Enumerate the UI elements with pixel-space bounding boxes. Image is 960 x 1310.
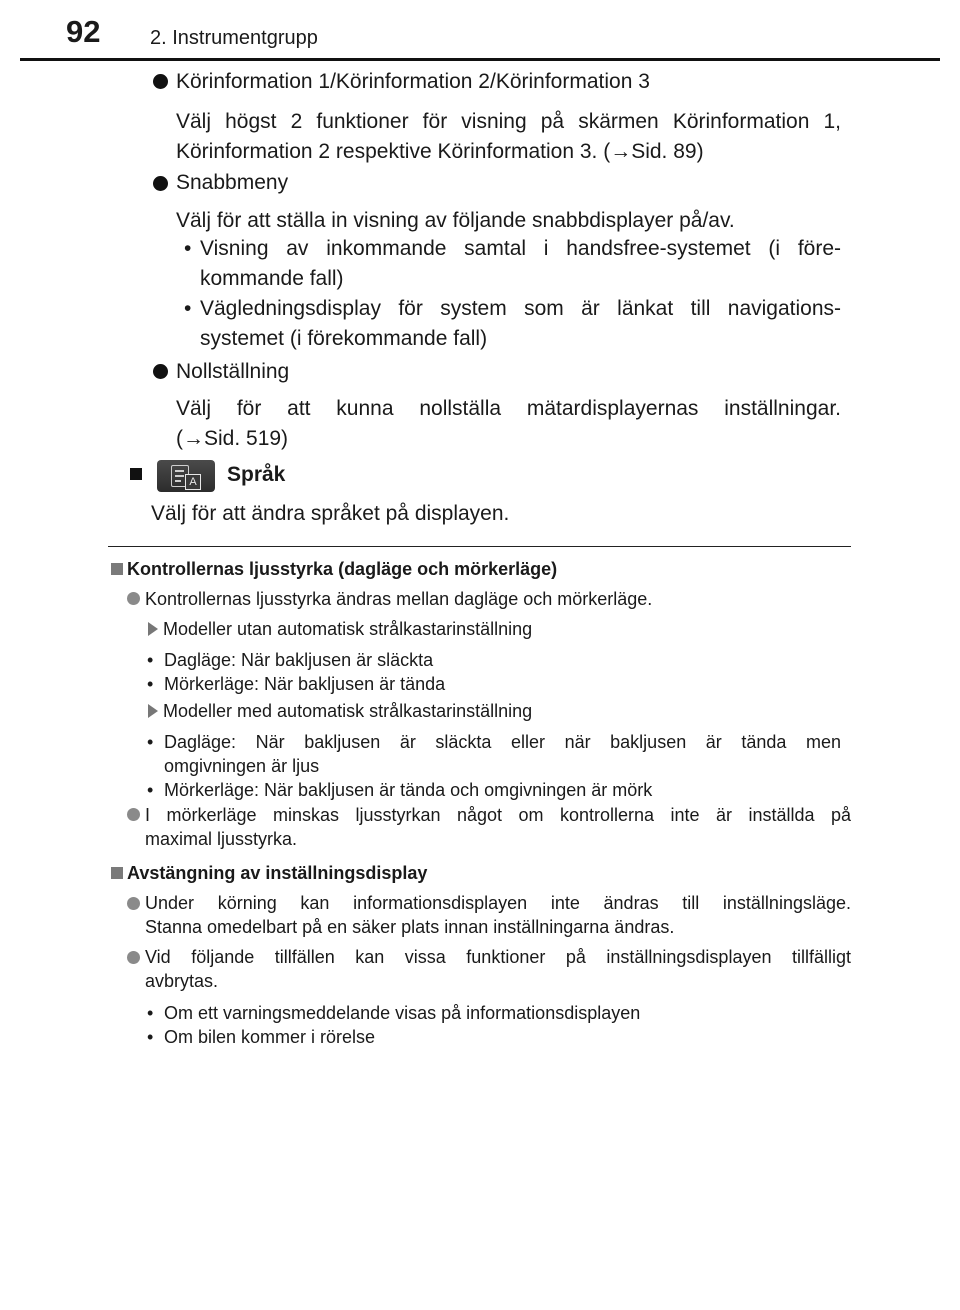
list-item: Dagläge: När bakljusen är släckta [164, 650, 434, 670]
item-title-snabbmeny: Snabbmeny [176, 171, 289, 194]
list-item: Om bilen kommer i rörelse [164, 1027, 376, 1047]
note-paragraph-line: I mörkerläge minskas ljusstyrkan något om kontrollerna inte är inställda på [145, 805, 851, 825]
list-bullet: • [147, 1027, 154, 1047]
list-item-line: kommande fall) [200, 267, 344, 290]
section-divider [108, 546, 851, 547]
bullet-dot-icon [153, 74, 168, 89]
list-item-line: systemet (i förekommande fall) [200, 327, 488, 350]
item-body-line: (→Sid. 519) [176, 427, 289, 450]
header-rule [20, 58, 940, 61]
list-bullet: • [147, 650, 154, 670]
bullet-dot-icon [127, 897, 140, 910]
list-bullet: • [184, 297, 192, 320]
bullet-dot-icon [127, 592, 140, 605]
list-bullet: • [147, 780, 154, 800]
list-bullet: • [184, 237, 192, 260]
item-title-korinformation: Körinformation 1/Körinformation 2/Körinformation 3 [176, 70, 650, 93]
item-body-line: Välj högst 2 funktioner för visning på skärmen Körinformation 1, [176, 110, 841, 133]
list-item-line: omgivningen är ljus [164, 756, 320, 776]
list-item: Om ett varningsmeddelande visas på informationsdisplayen [164, 1003, 641, 1023]
item-title-nollstallning: Nollställning [176, 360, 290, 383]
note-paragraph-line: Under körning kan informationsdisplayen inte ändras till inställningsläge. [145, 893, 851, 913]
square-bullet-icon [130, 468, 142, 480]
note-paragraph-line: maximal ljusstyrka. [145, 829, 298, 849]
bullet-dot-icon [153, 176, 168, 191]
note-heading: Avstängning av inställningsdisplay [127, 863, 428, 883]
bullet-dot-icon [127, 951, 140, 964]
list-item: Mörkerläge: När bakljusen är tända [164, 674, 446, 694]
list-bullet: • [147, 732, 154, 752]
item-body-line: Körinformation 2 respektive Körinformation 3. (→Sid. 89) [176, 140, 704, 163]
bullet-dot-icon [153, 364, 168, 379]
page-number: 92 [66, 14, 101, 49]
item-body-line: Välj för att kunna nollställa mätardisplayernas inställningar. [176, 397, 841, 420]
list-item-line: Vägledningsdisplay för system som är länkat till navigations- [200, 297, 841, 320]
chapter-title: 2. Instrumentgrupp [150, 27, 318, 49]
list-item-line: Visning av inkommande samtal i handsfree-systemet (i före- [200, 237, 841, 260]
triangle-marker-icon [148, 622, 158, 636]
list-item-line: Dagläge: När bakljusen är släckta eller när bakljusen är tända men [164, 732, 841, 752]
triangle-marker-icon [148, 704, 158, 718]
list-bullet: • [147, 674, 154, 694]
square-bullet-icon [111, 563, 123, 575]
square-bullet-icon [111, 867, 123, 879]
note-paragraph-line: Stanna omedelbart på en säker plats innan inställningarna ändras. [145, 917, 675, 937]
list-bullet: • [147, 1003, 154, 1023]
model-variant-label: Modeller utan automatisk strålkastarinställning [163, 619, 533, 639]
language-settings-icon: A [157, 460, 215, 492]
section-body: Välj för att ändra språket på displayen. [151, 502, 510, 525]
note-paragraph-line: Vid följande tillfällen kan vissa funktioner på inställningsdisplayen tillfälligt [145, 947, 851, 967]
section-title-sprak: Språk [227, 463, 286, 486]
list-item: Mörkerläge: När bakljusen är tända och omgivningen är mörk [164, 780, 653, 800]
bullet-dot-icon [127, 808, 140, 821]
note-heading: Kontrollernas ljusstyrka (dagläge och mörkerläge) [127, 559, 558, 579]
item-body-line: Välj för att ställa in visning av följande snabbdisplayer på/av. [176, 209, 735, 232]
note-paragraph: Kontrollernas ljusstyrka ändras mellan dagläge och mörkerläge. [145, 589, 653, 609]
note-paragraph-line: avbrytas. [145, 971, 219, 991]
model-variant-label: Modeller med automatisk strålkastarinställning [163, 701, 533, 721]
